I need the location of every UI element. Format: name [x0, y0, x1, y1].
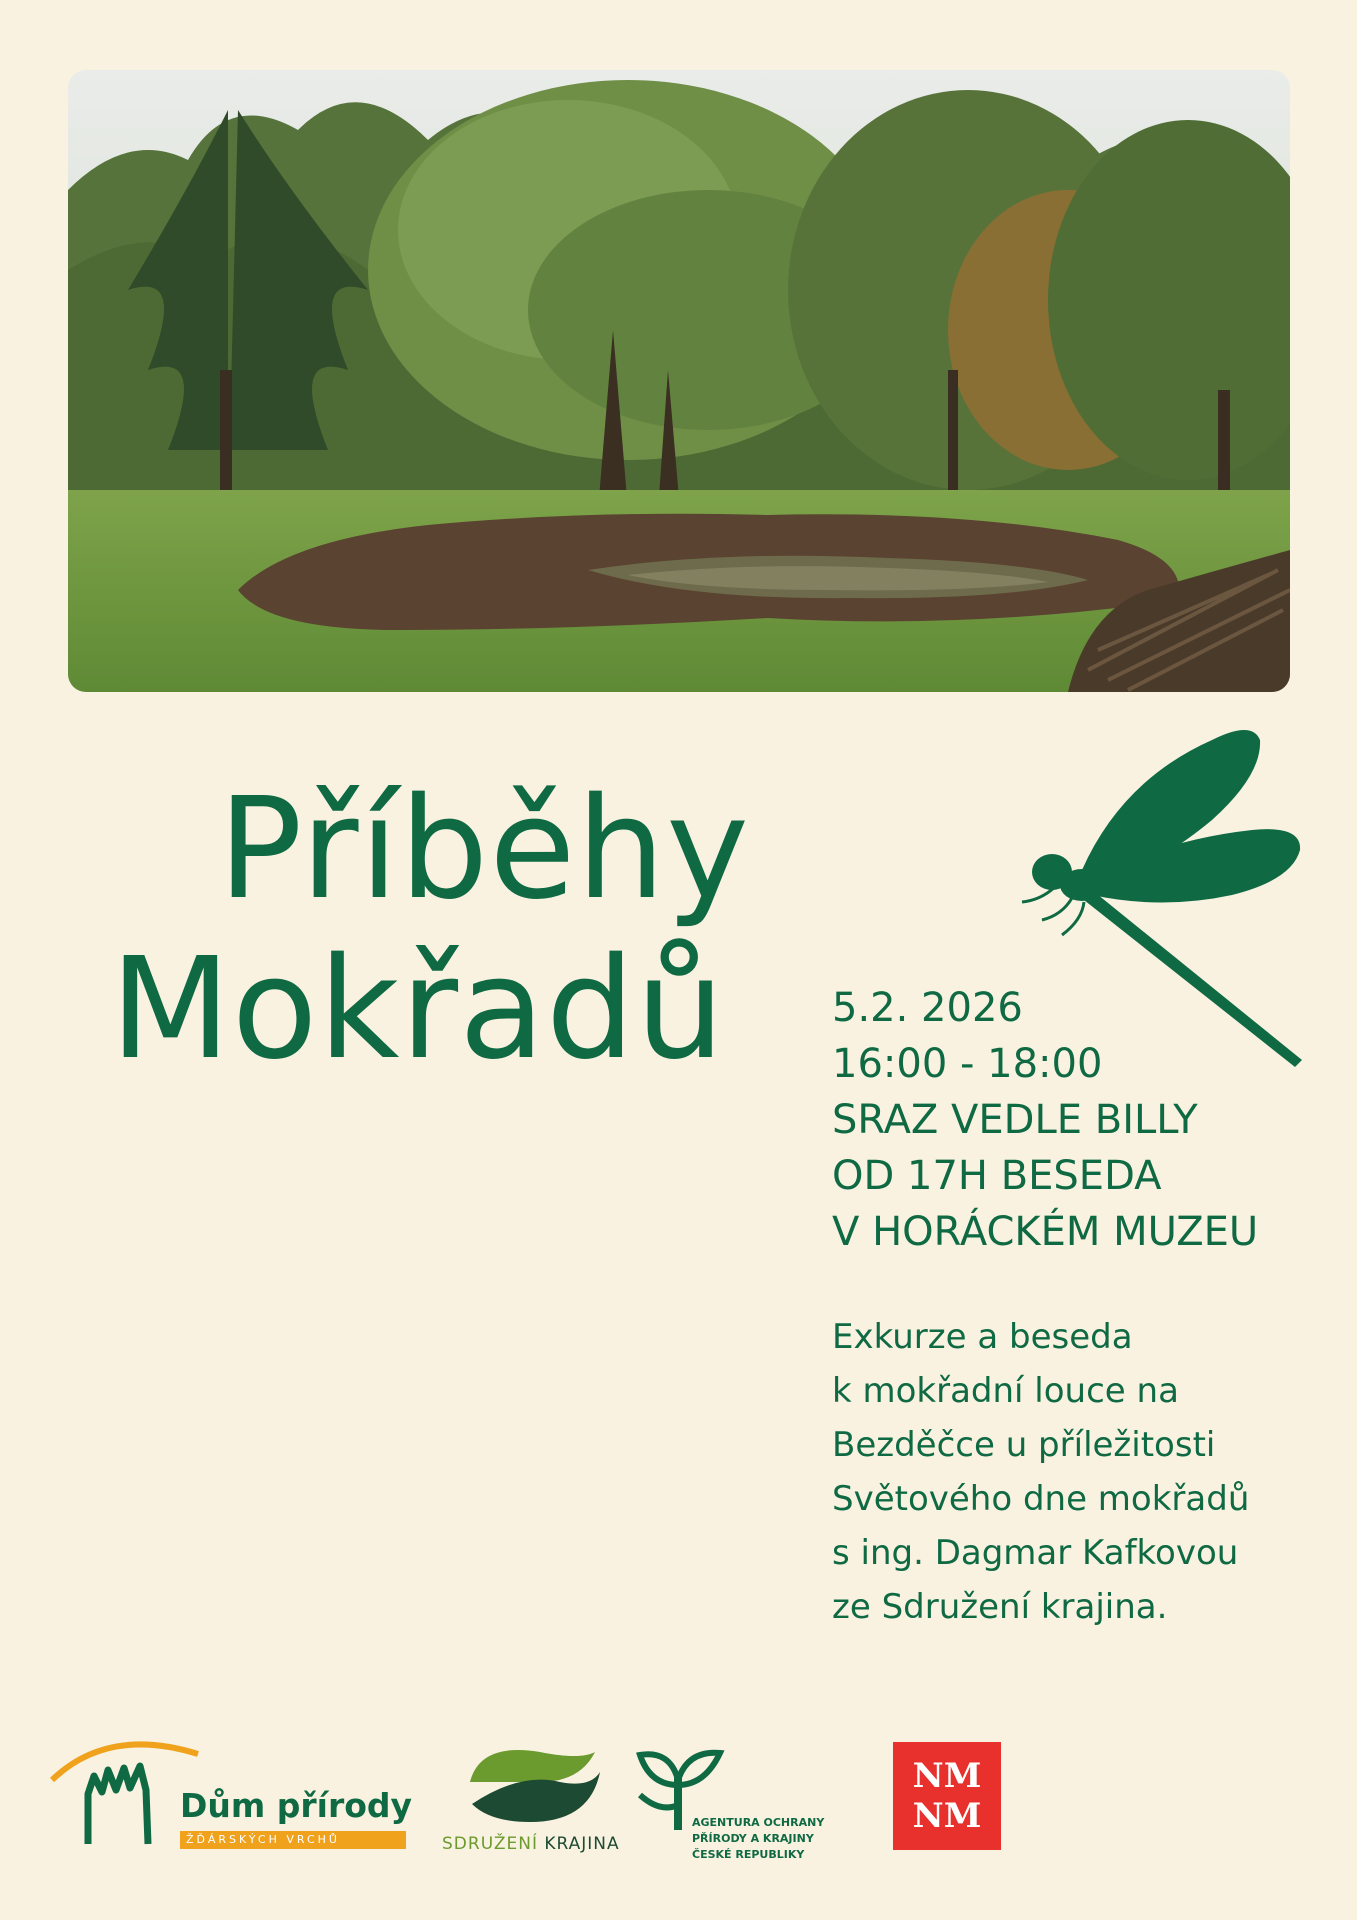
- dum-prirody-logo: [48, 1734, 418, 1854]
- aopk-line-3: ČESKÉ REPUBLIKY: [692, 1848, 805, 1861]
- event-details: [832, 980, 1292, 1260]
- meeting-point: SRAZ VEDLE BILLY: [832, 1097, 1198, 1143]
- description-line: ze Sdružení krajina.: [832, 1587, 1168, 1627]
- partner-logos: [0, 1720, 1357, 1870]
- sdruzeni-krajina-logo: [440, 1742, 620, 1862]
- title-line-1: Příběhy: [218, 768, 750, 931]
- sk-name-part1: SDRUŽENÍ: [442, 1834, 538, 1854]
- description-line: Světového dne mokřadů: [832, 1479, 1250, 1519]
- description-line: k mokřadní louce na: [832, 1371, 1179, 1411]
- dum-prirody-subtitle: ŽĎÁRSKÝCH VRCHŮ: [180, 1831, 406, 1849]
- description-line: Exkurze a beseda: [832, 1317, 1133, 1357]
- sk-name-part2: KRAJINA: [544, 1834, 620, 1854]
- poster-title: [110, 770, 810, 1090]
- aopk-logo: [630, 1735, 840, 1865]
- nm-logo: [893, 1742, 1001, 1850]
- event-description: [832, 1310, 1312, 1634]
- description-line: s ing. Dagmar Kafkovou: [832, 1533, 1239, 1573]
- description-line: Bezděčce u příležitosti: [832, 1425, 1216, 1465]
- talk-place: V HORÁCKÉM MUZEU: [832, 1209, 1259, 1255]
- wetland-photo: [68, 70, 1290, 692]
- aopk-line-1: AGENTURA OCHRANY: [692, 1816, 825, 1829]
- title-line-2: Mokřadů: [110, 928, 726, 1091]
- nm-line-2: NM: [912, 1796, 982, 1836]
- sdruzeni-krajina-name: [442, 1834, 620, 1854]
- dum-prirody-name: Dům přírody: [180, 1786, 413, 1825]
- talk-start: OD 17H BESEDA: [832, 1153, 1162, 1199]
- event-time: 16:00 - 18:00: [832, 1041, 1103, 1087]
- aopk-name: [692, 1815, 842, 1863]
- aopk-line-2: PŘÍRODY A KRAJINY: [692, 1832, 814, 1845]
- event-date: 5.2. 2026: [832, 985, 1023, 1031]
- nm-line-1: NM: [912, 1756, 982, 1796]
